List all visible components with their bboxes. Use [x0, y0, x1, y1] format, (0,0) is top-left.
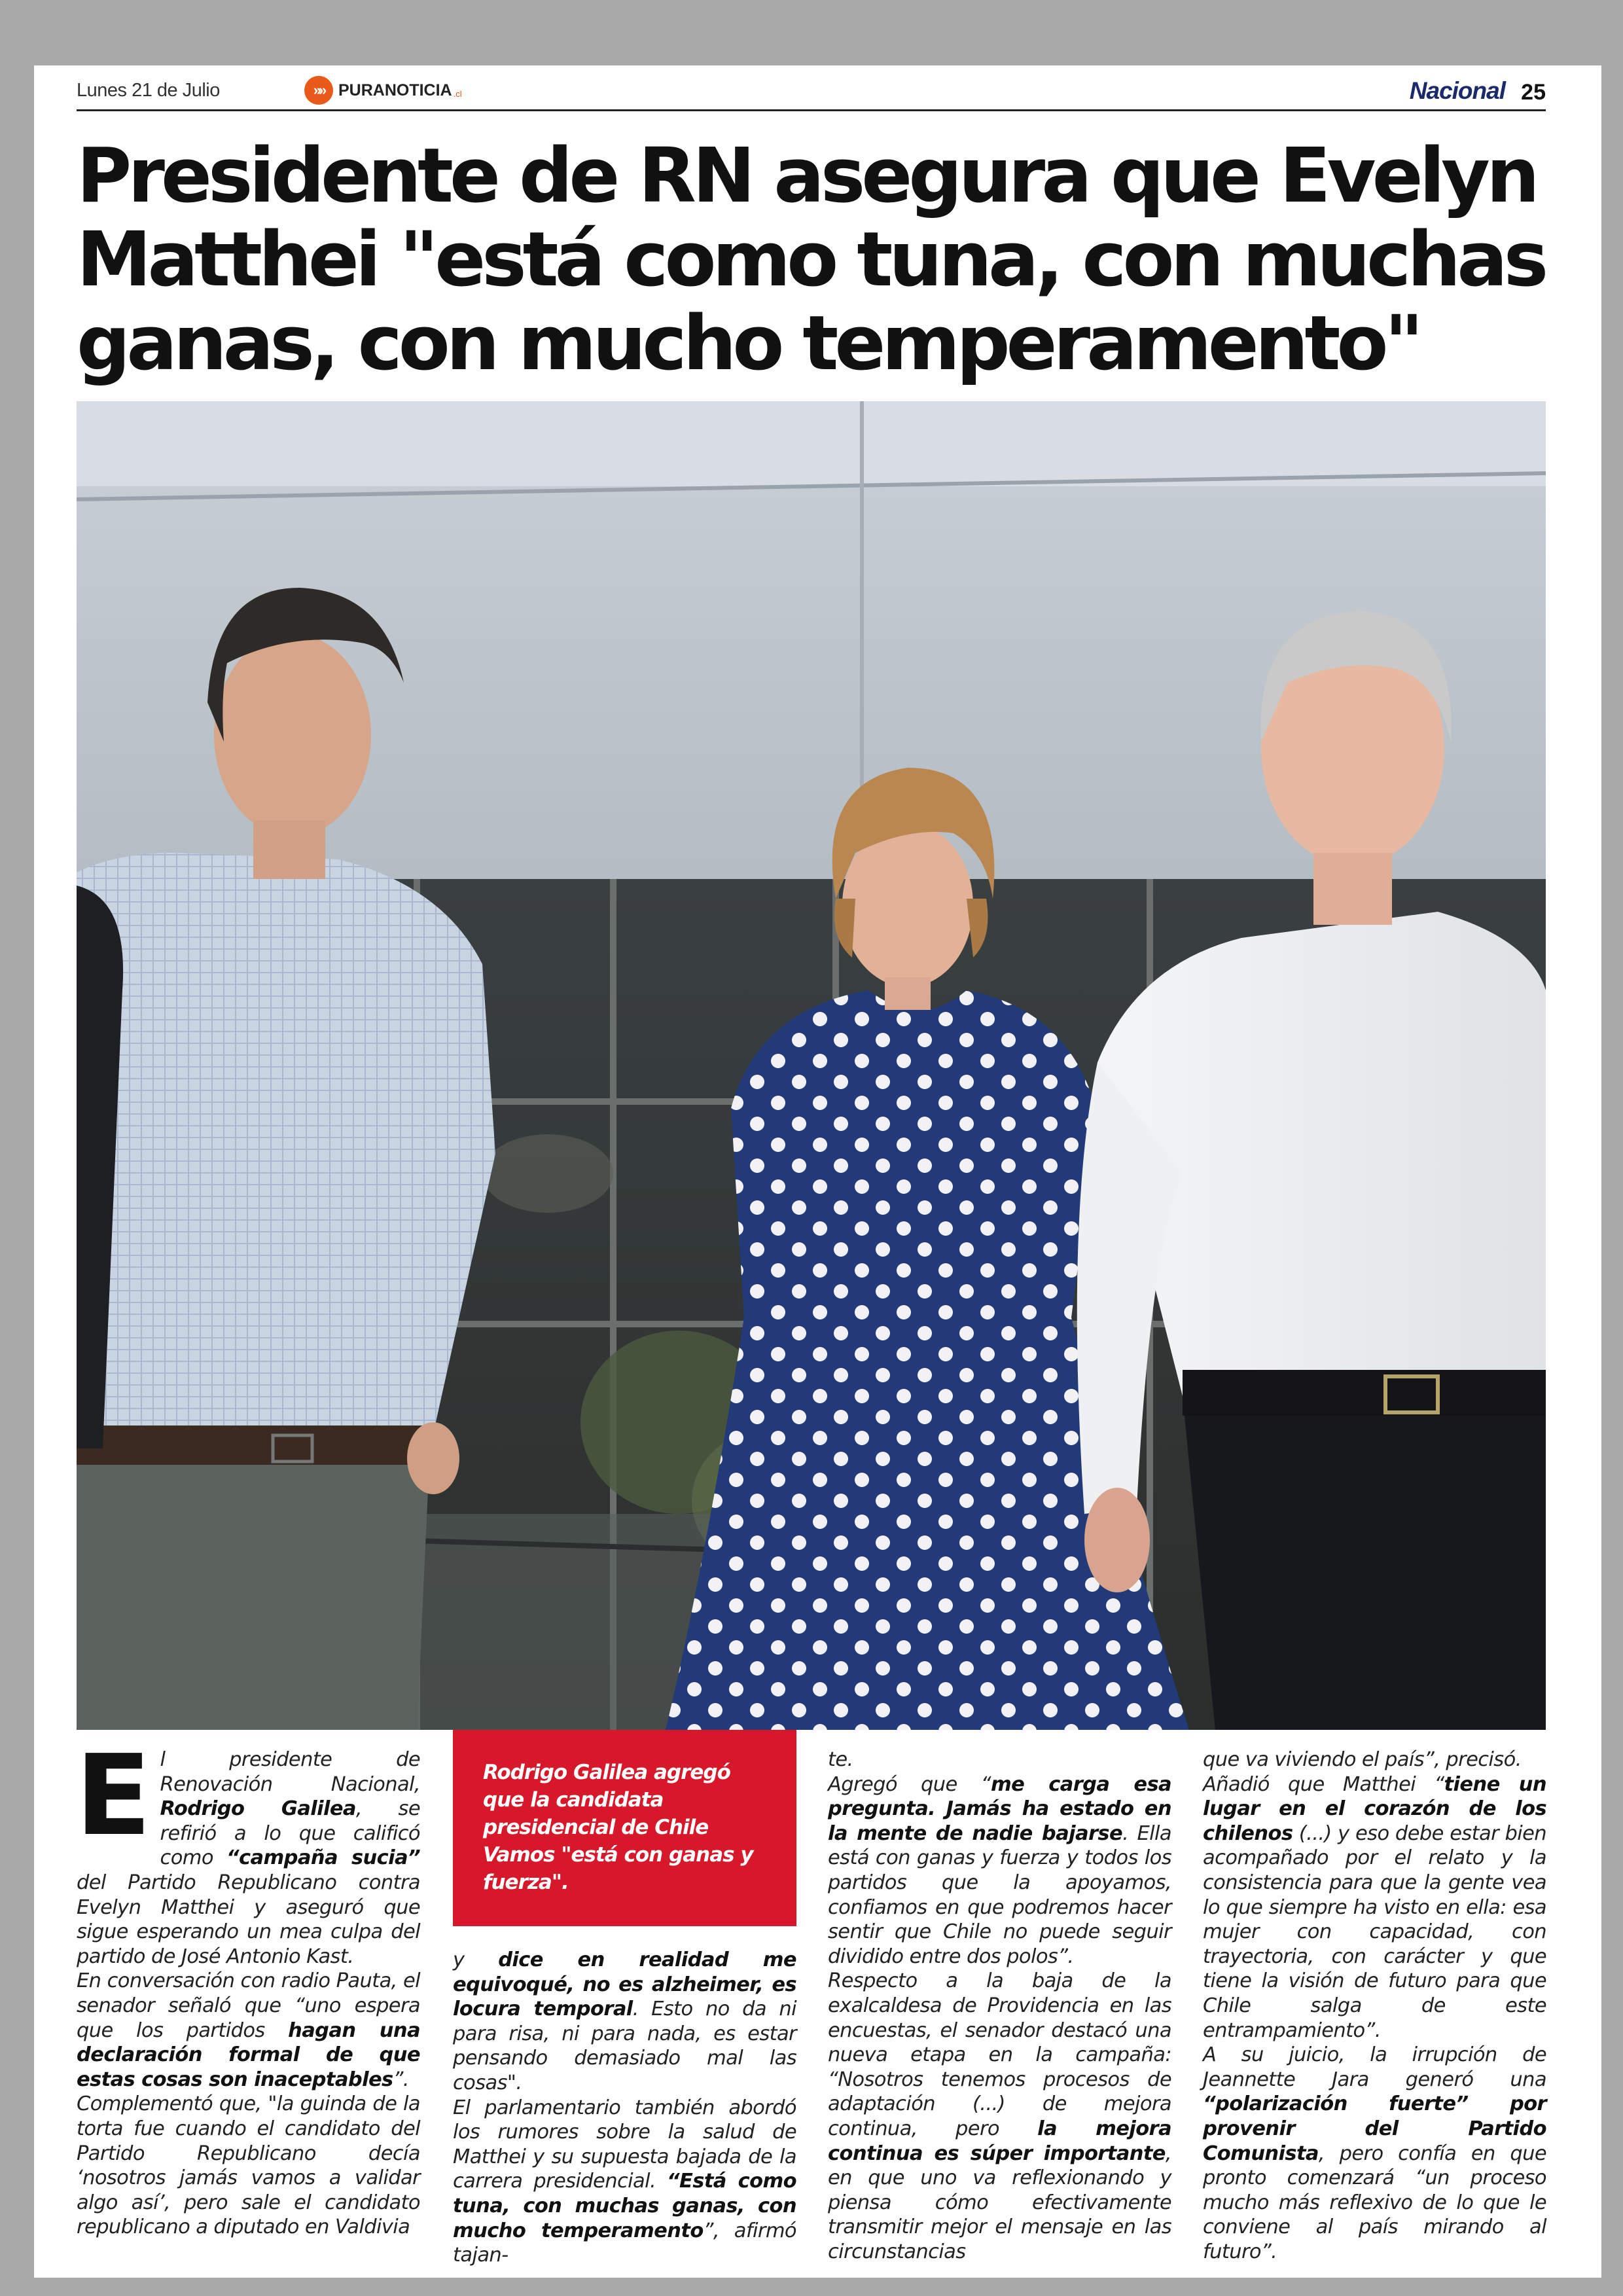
paragraph: El parlamentario también abordó los rumores sobre la salud de Matthei y su supuesta bajada de la carrera presidencial. “Está como tuna, con muchas ganas, con mucho temperamento”, afirmó tajan-: [453, 2096, 796, 2267]
headline: Presidente de RN asegura que Evelyn Matthei "está como tuna, con muchas ganas, con mucho temperamento": [77, 132, 1545, 387]
dropcap: E: [75, 1731, 151, 1861]
article-column-4: [1203, 1748, 1546, 2264]
brand-logo: [304, 76, 462, 105]
pull-quote-text: Rodrigo Galilea agregó que la candidata presidencial de Chile Vamos "está con ganas y fuerza".: [483, 1761, 753, 1894]
section-name: Nacional: [1409, 77, 1505, 104]
paragraph: l presidente de Renovación Nacional, Rodrigo Galilea, se refirió a lo que calificó como “campaña sucia” del Partido Republicano contra Evelyn Matthei y aseguró que sigue esperando un mea culpa del partido de José Antonio Kast.: [77, 1748, 421, 1968]
paragraph: y dice en realidad me equivoqué, no es alzheimer, es locura temporal. Esto no da ni para risa, ni para nada, es estar pensando demasiado mal las cosas".: [453, 1948, 796, 2094]
article-column-2: [453, 1948, 796, 2268]
pull-quote-box: [453, 1730, 796, 1926]
paragraph: te.: [828, 1748, 853, 1771]
header-rule: [77, 109, 1546, 111]
issue-date: Lunes 21 de Julio: [77, 80, 220, 101]
paragraph: En conversación con radio Pauta, el senador señaló que “uno espera que los partidos hagan una declaración formal de que estas cosas son inaceptables”.: [77, 1969, 420, 2091]
puranoticia-logo-icon: »»: [304, 76, 333, 105]
article-column-3: [828, 1748, 1171, 2264]
paragraph: que va viviendo el país”, precisó.: [1203, 1748, 1522, 1771]
paragraph: Complementó que, "la guinda de la torta fue cuando el candidato del Partido Republicano decía ‘nosotros jamás vamos a validar algo así’, pero sale el candidato republicano a diputado en Valdivia: [77, 2092, 420, 2239]
brand-suffix: .cl: [453, 88, 462, 99]
article-column-1: [75, 1731, 421, 2240]
paragraph: Respecto a la baja de la exalcaldesa de Providencia en las encuestas, el senador destacó una nueva etapa en la campaña: “Nosotros tenemos procesos de adaptación (...) de mejora continua, pero la mejora continua es súper importante, en que uno va reflexionando y piensa cómo efectivamente transmitir mejor el mensaje en las circunstancias: [828, 1969, 1171, 2263]
brand-name: PURANOTICIA: [338, 81, 452, 99]
paragraph: Añadió que Matthei “tiene un lugar en el corazón de los chilenos (...) y eso debe estar bien acompañado por el relato y la consistencia para que la gente vea lo que siempre ha visto en ella: esa mujer con capacidad, con trayectoria, con carácter y que tiene la visión de futuro para que Chile salga de este entrampamiento”.: [1203, 1772, 1546, 2042]
paragraph: Agregó que “me carga esa pregunta. Jamás ha estado en la mente de nadie bajarse. Ella está con ganas y fuerza y todos los partidos que la apoyamos, confiamos en que podremos hacer sentir que Chile no puede seguir dividido entre dos polos”.: [828, 1772, 1172, 1968]
photo-three-people: [77, 401, 1546, 1730]
article-photo: [77, 401, 1546, 1730]
page-number: 25: [1521, 80, 1546, 105]
paragraph: A su juicio, la irrupción de Jeannette Jara generó una “polarización fuerte” por provenir del Partido Comunista, pero confía en que pronto comenzará “un proceso mucho más reflexivo de lo que le conviene al país mirando al futuro”.: [1203, 2043, 1546, 2263]
